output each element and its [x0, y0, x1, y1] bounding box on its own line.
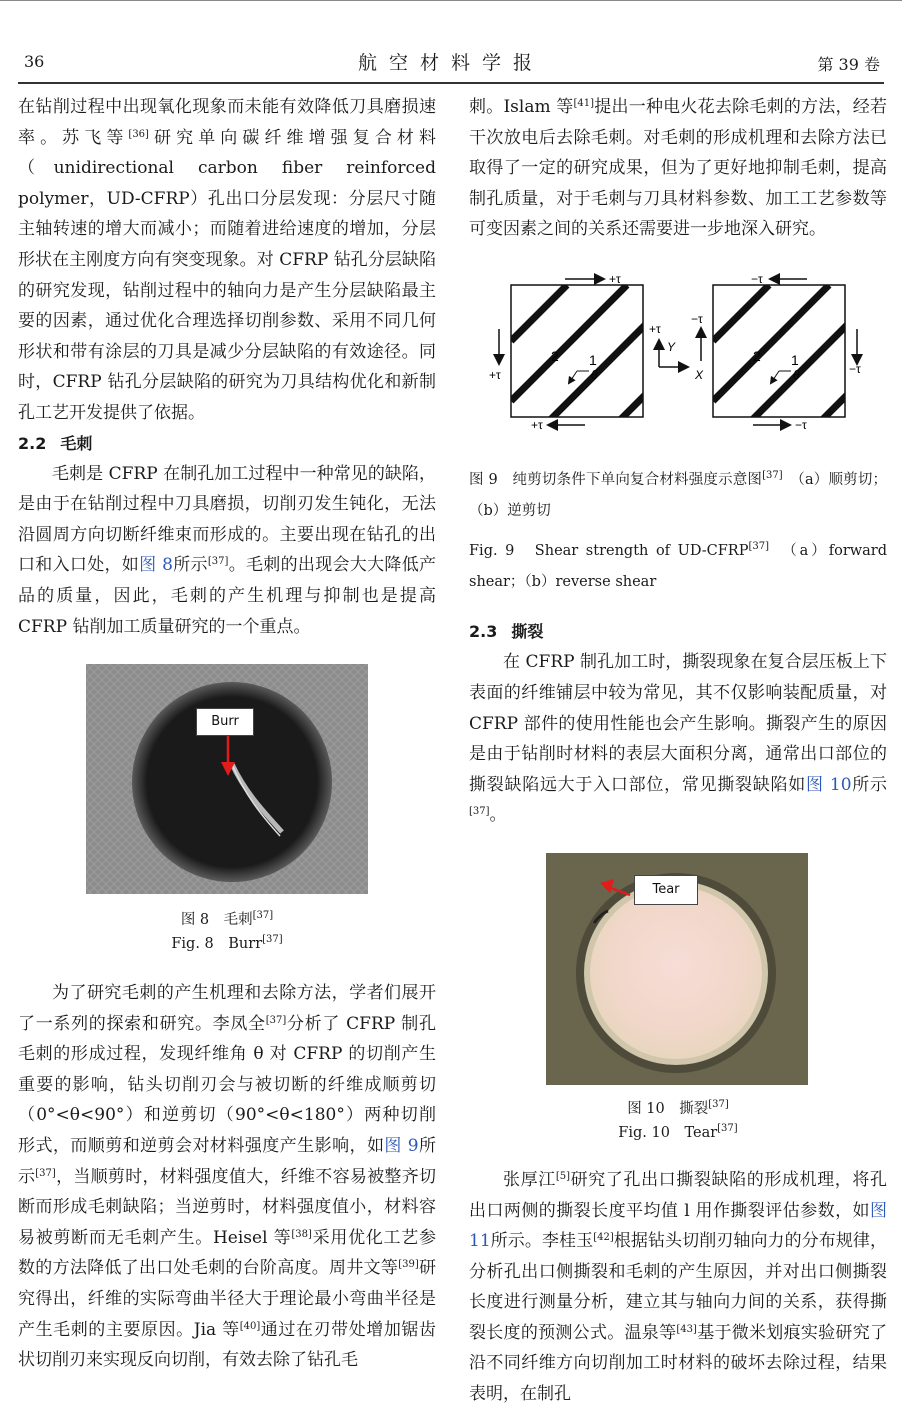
citation[interactable]: [42]: [593, 1232, 614, 1244]
figure-link[interactable]: 图 8: [139, 555, 173, 576]
citation[interactable]: [37]: [469, 806, 490, 818]
svg-text:θ: θ: [591, 367, 598, 382]
journal-title: 航空材料学报: [357, 52, 544, 74]
section-heading: 2.2 毛刺: [18, 433, 93, 453]
svg-text:+τ: +τ: [609, 271, 621, 286]
svg-text:−τ: −τ: [691, 311, 703, 326]
svg-text:X: X: [695, 367, 704, 382]
figure-9-caption: 图 9 纯剪切条件下单向复合材料强度示意图[37] （a）顺剪切；（b）逆剪切 Fig. 9 Shear strength of UD-CFRP[37] （a）forward shear；（b）reverse shear: [469, 469, 888, 590]
left-column: [18, 92, 436, 1376]
svg-text:2: 2: [753, 347, 761, 364]
figure-8: [18, 664, 436, 900]
svg-text:+τ: +τ: [649, 321, 661, 336]
burr-label: Burr: [196, 708, 254, 736]
right-column: [469, 92, 887, 1410]
svg-text:−τ: −τ: [849, 361, 861, 376]
citation[interactable]: [39]: [398, 1259, 419, 1271]
burr-image: [86, 664, 368, 894]
paragraph: 张厚江[5]研究了孔出口撕裂缺陷的形成机理，将孔出口两侧的撕裂长度平均值 l 用作撕裂评估参数，如图 11所示。李桂玉[42]根据钻头切削刃轴向力的分布规律，分析孔出口侧撕裂和毛刺的产生原因，并对出口侧撕裂长度进行测量分析，建立其与轴向力间的关系，获得撕裂长度的预测公式。温泉等[43]基于微米划痕实验研究了沿不同纤维方向切削加工时材料的破坏去除过程，结果表明，在制孔: [469, 1169, 888, 1405]
paragraph: 在 CFRP 制孔加工时，撕裂现象在复合层压板上下表面的纤维铺层中较为常见，其不仅影响装配质量，对 CFRP 部件的使用性能也会产生影响。撕裂产生的原因是由于钻削时材料的表层大面积分离，通常出口部位的撕裂缺陷远大于入口部位，常见撕裂缺陷如图 10所示[37]。: [469, 652, 888, 826]
volume-label: 第 39 卷: [817, 55, 880, 74]
citation[interactable]: [36]: [128, 128, 149, 140]
citation[interactable]: [38]: [291, 1228, 312, 1240]
figure-link[interactable]: 图 10: [806, 774, 852, 795]
figure-10-caption: 图 10 撕裂[37] Fig. 10 Tear[37]: [618, 1098, 738, 1141]
paragraph: 在钻削过程中出现氧化现象而未能有效降低刀具磨损速率。苏飞等[36]研究单向碳纤维增强复合材料（unidirectional carbon fiber reinforced polymer，UD-CFRP）孔出口分层发现：分层尺寸随主轴转速的增大而减小；而随着进给速度的增加，分层形状在主刚度方向有突变现象。对 CFRP 钻孔分层缺陷的研究发现，钻削过程中的轴向力是产生分层缺陷最主要的因素，通过优化合理选择切削参数、采用不同几何形状和带有涂层的刀具是减少分层缺陷的有效途径。同时，CFRP 钻孔分层缺陷的研究为刀具结构优化和新制孔工艺开发提供了依据。: [18, 97, 437, 423]
tear-photo: [546, 853, 808, 1085]
paragraph: 毛刺是 CFRP 在制孔加工过程中一种常见的缺陷，是由于在钻削过程中刀具磨损，切削刃发生钝化，无法沿圆周方向切断纤维束而形成的。主要出现在钻孔的出口和入口处，如图 8所示[37]。毛刺的出现会大大降低产品的质量，因此，毛刺的产生机理与抑制也是提高 CFRP 钻削加工质量研究的一个重点。: [18, 463, 437, 637]
section-heading: 2.3 撕裂: [469, 622, 544, 642]
svg-text:−τ: −τ: [795, 417, 807, 432]
citation[interactable]: [5]: [555, 1170, 571, 1182]
shear-diagram: [469, 271, 887, 451]
figure-link[interactable]: 图 11: [469, 1200, 887, 1252]
citation[interactable]: [37]: [265, 1014, 287, 1026]
figure-8-caption: 图 8 毛刺[37] Fig. 8 Burr[37]: [171, 910, 283, 953]
burr-photo: [86, 664, 368, 894]
citation[interactable]: [40]: [239, 1320, 261, 1332]
svg-text:1: 1: [589, 351, 597, 368]
paragraph: 为了研究毛刺的产生机理和去除方法，学者们展开了一系列的探索和研究。李凤全[37]分析了 CFRP 制孔毛刺的形成过程，发现纤维角 θ 对 CFRP 的切削产生重要的影响，钻头切削刃会与被切断的纤维成顺剪切（0°<θ<90°）和逆剪切（90°<θ<180°）两种切削形式，而顺剪和逆剪会对材料强度产生影响，如图 9所示[37]，当顺剪时，材料强度值大，纤维不容易被整齐切断而形成毛刺缺陷；当逆剪时，材料强度值小，材料容易被剪断而无毛刺产生。Heisel 等[38]采用优化工艺参数的方法降低了出口处毛刺的台阶高度。周井文等[39]研究得出，纤维的实际弯曲半径大于理论最小弯曲半径是产生毛刺的主要原因。Jia 等[40]通过在刃带处增加锯齿状切削刃来实现反向切削，有效去除了钻孔毛: [18, 983, 437, 1371]
figure-link[interactable]: 图 9: [384, 1136, 419, 1157]
svg-text:−τ: −τ: [751, 271, 763, 286]
top-border: [0, 0, 902, 1]
svg-text:θ: θ: [793, 367, 800, 382]
svg-text:2: 2: [551, 347, 559, 364]
paragraph: 刺。Islam 等[41]提出一种电火花去除毛刺的方法，经若干次放电后去除毛刺。对毛刺的形成机理和去除方法已取得了一定的研究成果，但为了更好地抑制毛刺，提高制孔质量，对于毛刺与刀具材料参数、加工工艺参数等可变因素之间的关系还需要进一步地深入研究。: [469, 97, 887, 240]
citation[interactable]: [37]: [207, 556, 229, 568]
svg-text:+τ: +τ: [531, 417, 543, 432]
figure-9: [469, 271, 887, 451]
svg-text:+τ: +τ: [489, 367, 501, 382]
page-number: 36: [24, 52, 45, 71]
svg-text:1: 1: [791, 351, 799, 368]
svg-text:Y: Y: [667, 339, 676, 354]
citation[interactable]: [41]: [573, 98, 595, 109]
tear-label: Tear: [634, 875, 698, 905]
citation[interactable]: [37]: [35, 1167, 56, 1179]
page-header: [18, 44, 884, 84]
citation[interactable]: [43]: [676, 1323, 697, 1335]
header-rule: [18, 82, 884, 84]
figure-10: [469, 853, 887, 1089]
